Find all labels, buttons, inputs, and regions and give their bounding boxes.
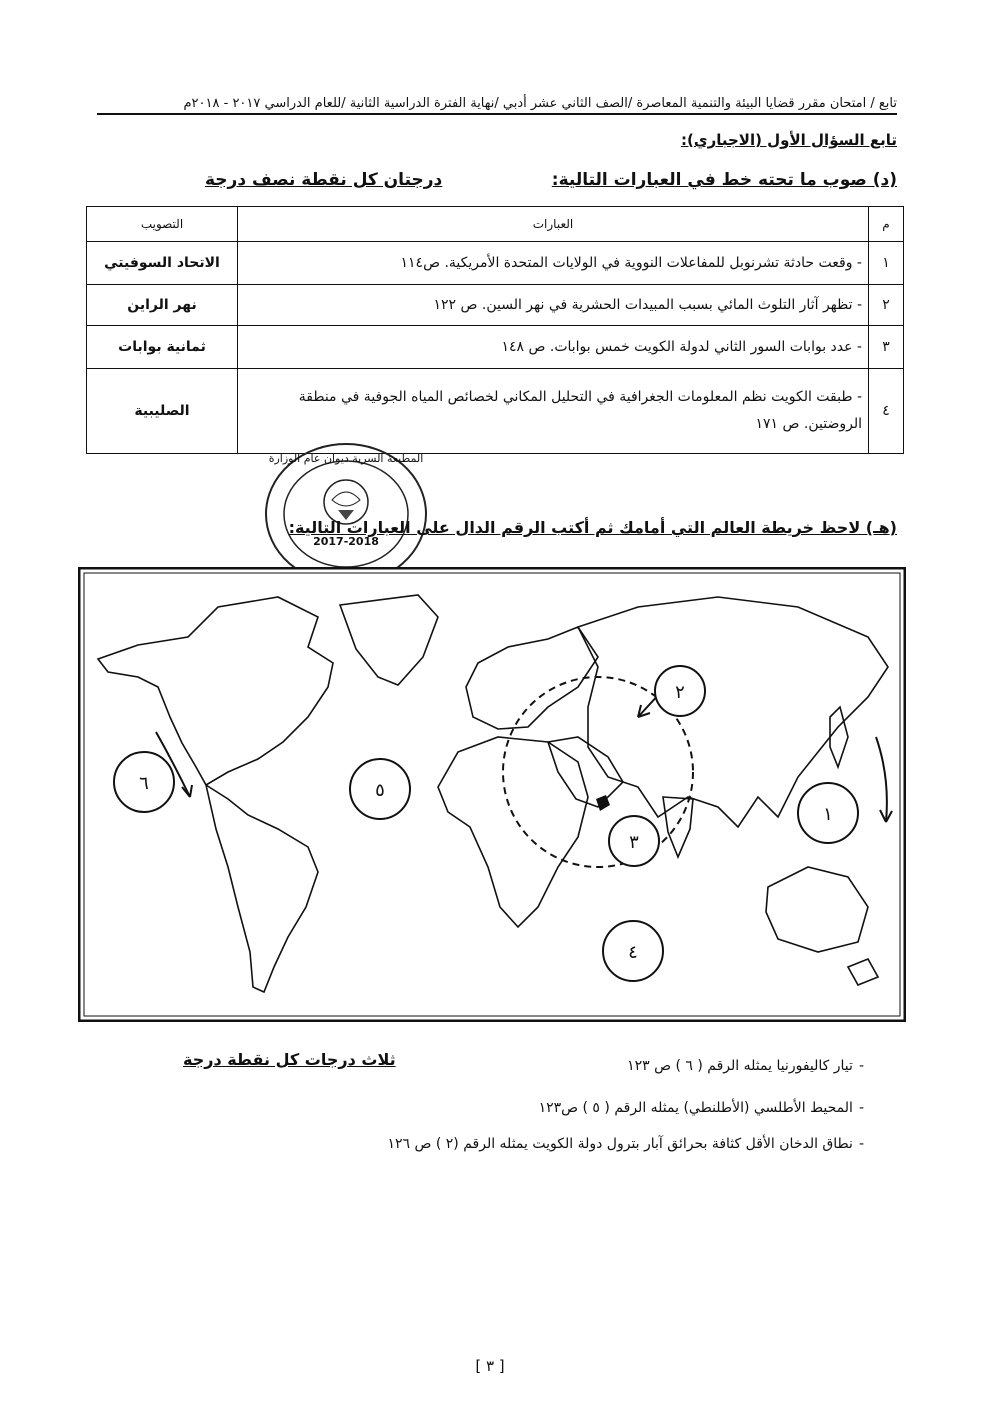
header-correction: التصويب (87, 207, 238, 242)
question-h-title: (هـ) لاحظ خريطة العالم التي أمامك ثم أكتب الرقم الدال على العبارات التالية: (288, 518, 897, 537)
row-statement: - طبقت الكويت نظم المعلومات الجغرافية في التحليل المكاني لخصائص المياه الجوفية في منطقة الروضتين. ص ١٧١ (238, 369, 869, 454)
table-row (87, 326, 904, 369)
map-label-3: ٣ (629, 832, 639, 853)
answer-text: تيار كاليفورنيا يمثله الرقم ( ٦ ) ص ١٢٣ (627, 1058, 853, 1074)
answer-dash: - (858, 1100, 864, 1116)
seal-text: المطبعة السرية ديوان عام الوزارة (268, 452, 424, 465)
answer-dash: - (858, 1058, 864, 1074)
answer-text: المحيط الأطلسي (الأطلنطي) يمثله الرقم ( ٥ ) ص١٢٣ (538, 1100, 853, 1116)
row-statement: - عدد بوابات السور الثاني لدولة الكويت خمس بوابات. ص ١٤٨ (238, 326, 869, 369)
row-correction: الاتحاد السوفيتي (87, 242, 238, 285)
map-label-2: ٢ (675, 682, 685, 703)
page-number: [ ٣ ] (475, 1357, 505, 1375)
table-row (87, 242, 904, 285)
row-correction: الصليبية (87, 369, 238, 454)
answer-line (627, 1058, 864, 1074)
map-label-4: ٤ (628, 942, 638, 963)
answer-line (387, 1136, 864, 1152)
world-map (78, 567, 906, 1022)
row-statement: - وقعت حادثة تشرنوبل للمفاعلات النووية في الولايات المتحدة الأمريكية. ص١١٤ (238, 242, 869, 285)
question-d-grade: درجتان كل نقطة نصف درجة (205, 170, 443, 190)
question-h-grade: ثلاث درجات كل نقطة درجة (183, 1050, 396, 1069)
table-header-row (87, 207, 904, 242)
question-continuation: تابع السؤال الأول (الاجباري): (680, 131, 897, 149)
answer-line (539, 1100, 864, 1116)
row-number: ٣ (869, 326, 904, 369)
corrections-table (86, 206, 904, 454)
answer-text: نطاق الدخان الأقل كثافة بحرائق آبار بترول دولة الكويت يمثله الرقم (٢ ) ص ١٢٦ (387, 1136, 853, 1152)
answer-dash: - (858, 1136, 864, 1152)
map-label-6: ٦ (139, 773, 149, 794)
header-number: م (869, 207, 904, 242)
table-row (87, 285, 904, 326)
table-row (87, 369, 904, 454)
question-d-title: (د) صوب ما تحته خط في العبارات التالية: (551, 170, 897, 190)
row-statement: - تظهر آثار التلوث المائي بسبب المبيدات الحشرية في نهر السين. ص ١٢٢ (238, 285, 869, 326)
header-statements: العبارات (238, 207, 869, 242)
map-label-5: ٥ (375, 780, 385, 801)
row-number: ٢ (869, 285, 904, 326)
seal-year: 2017-2018 (313, 535, 379, 548)
exam-header: تابع / امتحان مقرر قضايا البيئة والتنمية المعاصرة /الصف الثاني عشر أدبي /نهاية الفترة الدراسية الثانية /للعام الدراسي ٢٠١٧ - ٢٠١٨م (97, 96, 897, 115)
official-seal (262, 440, 430, 588)
row-correction: نهر الراين (87, 285, 238, 326)
row-correction: ثمانية بوابات (87, 326, 238, 369)
map-label-1: ١ (823, 804, 833, 825)
row-number: ١ (869, 242, 904, 285)
row-number: ٤ (869, 369, 904, 454)
